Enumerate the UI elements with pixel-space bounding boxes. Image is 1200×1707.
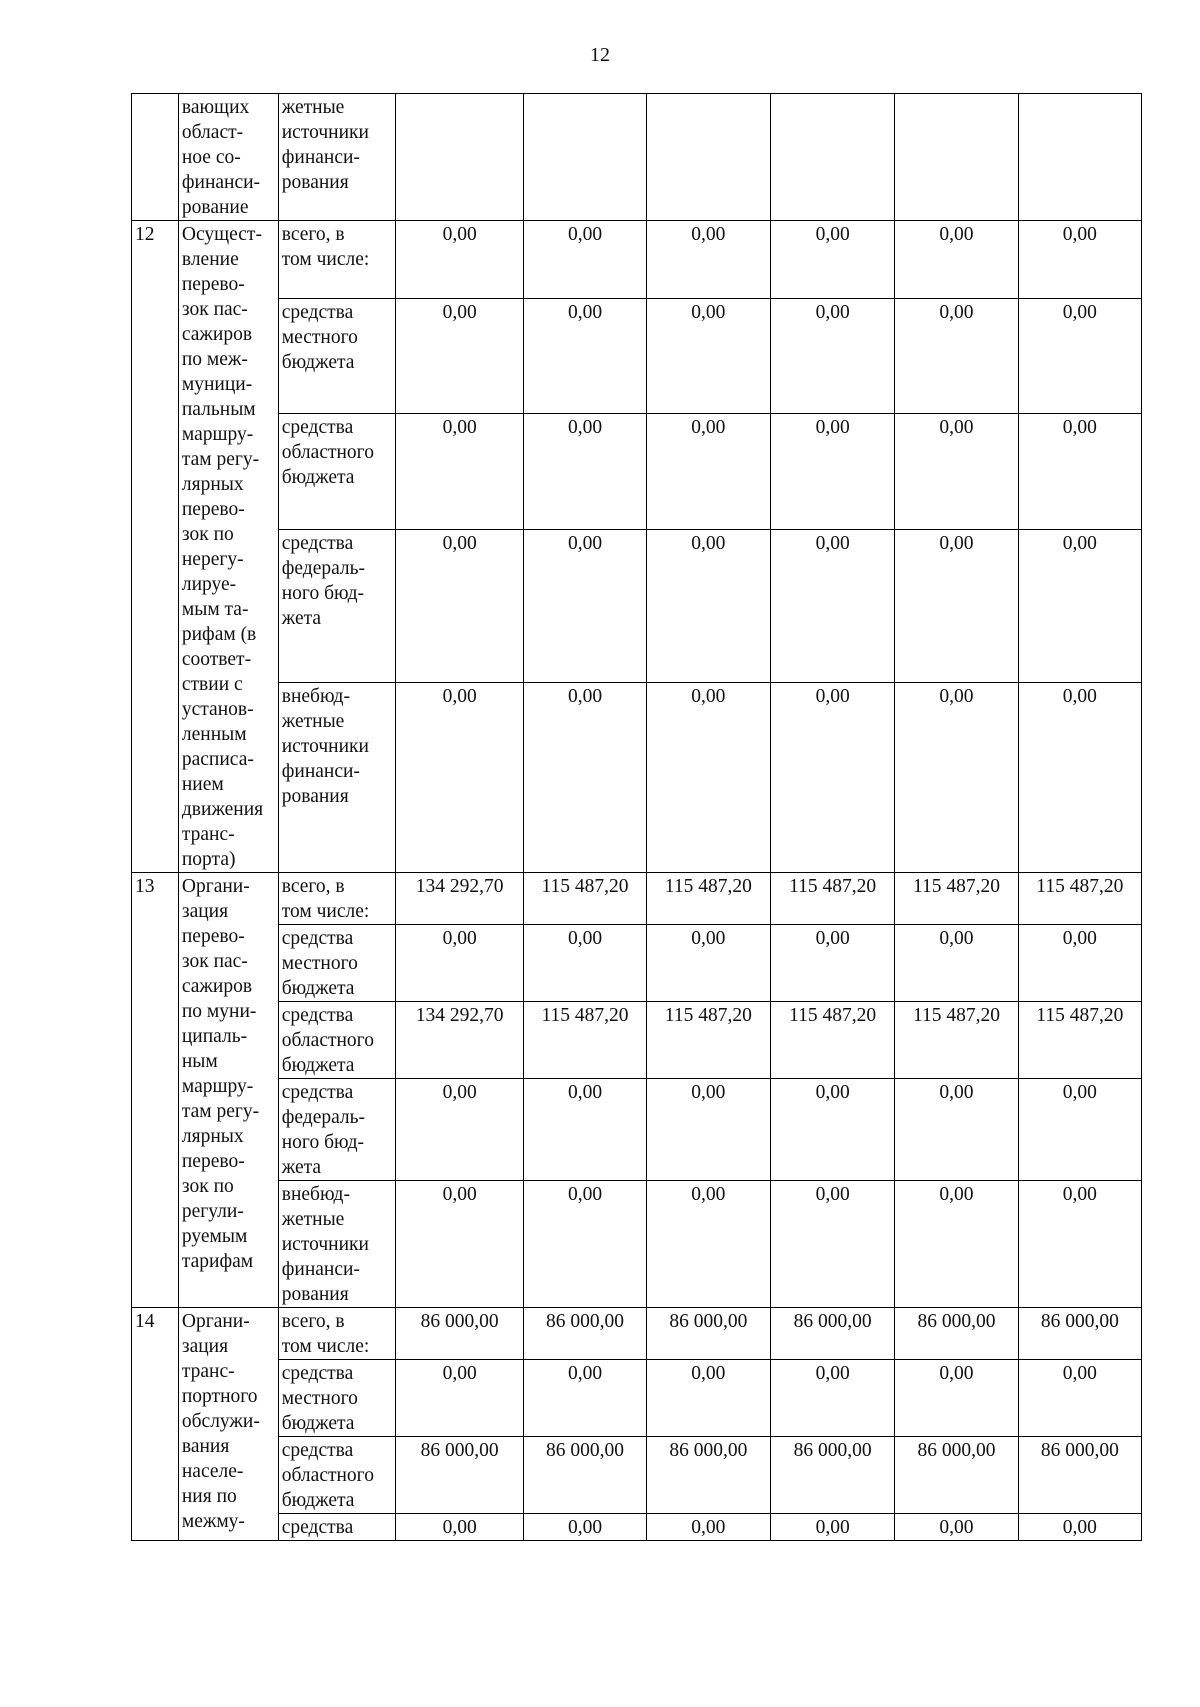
funding-source-label: средства областного бюджета [281, 1005, 374, 1076]
activity-description-cell [178, 94, 278, 221]
amount-cell: 0,00 [524, 221, 646, 299]
funding-source-cell [278, 682, 395, 872]
funding-source-cell [278, 1308, 395, 1360]
amount-cell: 0,00 [646, 925, 770, 1002]
amount-cell [524, 94, 646, 221]
funding-source-label: внебюд- жетные источники финанси- рования [281, 685, 369, 807]
funding-source-cell [278, 94, 395, 221]
amount-cell: 115 487,20 [524, 873, 646, 925]
activity-description-text: Органи- зация транс- портного обслужи- вания населе- ния по межму- [181, 1311, 260, 1532]
amount-cell: 0,00 [646, 1514, 770, 1541]
table-row [132, 925, 1142, 1002]
amount-cell: 86 000,00 [770, 1308, 894, 1360]
amount-cell: 0,00 [395, 1079, 523, 1181]
amount-cell: 0,00 [395, 1181, 523, 1308]
amount-cell: 0,00 [895, 925, 1018, 1002]
amount-cell: 0,00 [646, 221, 770, 299]
amount-cell: 115 487,20 [646, 873, 770, 925]
table-row [132, 1514, 1142, 1541]
table-row [132, 1181, 1142, 1308]
amount-cell: 0,00 [395, 529, 523, 682]
amount-cell: 0,00 [646, 1079, 770, 1181]
amount-cell: 0,00 [395, 1514, 523, 1541]
amount-cell: 0,00 [770, 221, 894, 299]
amount-cell: 0,00 [524, 414, 646, 529]
activity-description-cell [178, 1308, 278, 1541]
amount-cell: 0,00 [395, 221, 523, 299]
amount-cell: 0,00 [524, 529, 646, 682]
amount-cell: 115 487,20 [1018, 1002, 1141, 1079]
amount-cell: 0,00 [524, 682, 646, 872]
amount-cell: 0,00 [524, 1181, 646, 1308]
amount-cell: 86 000,00 [770, 1437, 894, 1514]
funding-source-label: средства федераль- ного бюд- жета [281, 532, 366, 629]
amount-cell: 0,00 [395, 414, 523, 529]
funding-source-label: внебюд- жетные источники финанси- рования [281, 1184, 369, 1305]
amount-cell: 0,00 [524, 1079, 646, 1181]
table-row [132, 414, 1142, 529]
amount-cell: 0,00 [1018, 925, 1141, 1002]
amount-cell: 0,00 [1018, 414, 1141, 529]
amount-cell: 115 487,20 [770, 1002, 894, 1079]
funding-source-cell [278, 298, 395, 413]
amount-cell: 0,00 [895, 221, 1018, 299]
amount-cell: 0,00 [524, 1360, 646, 1437]
amount-cell: 86 000,00 [395, 1308, 523, 1360]
table-row [132, 221, 1142, 299]
amount-cell: 115 487,20 [895, 1002, 1018, 1079]
amount-cell: 86 000,00 [524, 1437, 646, 1514]
amount-cell: 0,00 [646, 1181, 770, 1308]
amount-cell: 0,00 [895, 414, 1018, 529]
amount-cell: 134 292,70 [395, 873, 523, 925]
budget-table [131, 93, 1142, 1541]
amount-cell: 134 292,70 [395, 1002, 523, 1079]
amount-cell [1018, 94, 1141, 221]
row-number-cell: 12 [132, 221, 179, 873]
amount-cell: 0,00 [1018, 682, 1141, 872]
funding-source-cell [278, 1181, 395, 1308]
amount-cell: 0,00 [524, 1514, 646, 1541]
amount-cell: 0,00 [646, 1360, 770, 1437]
amount-cell [646, 94, 770, 221]
amount-cell: 0,00 [1018, 1181, 1141, 1308]
amount-cell [895, 94, 1018, 221]
amount-cell: 0,00 [646, 529, 770, 682]
amount-cell: 0,00 [770, 925, 894, 1002]
amount-cell: 115 487,20 [895, 873, 1018, 925]
amount-cell: 0,00 [1018, 1360, 1141, 1437]
amount-cell: 0,00 [895, 529, 1018, 682]
funding-source-label: средства областного бюджета [281, 1440, 374, 1511]
amount-cell: 115 487,20 [770, 873, 894, 925]
amount-cell: 0,00 [770, 1514, 894, 1541]
amount-cell: 86 000,00 [1018, 1308, 1141, 1360]
amount-cell: 0,00 [646, 298, 770, 413]
funding-source-cell [278, 1437, 395, 1514]
amount-cell: 86 000,00 [646, 1308, 770, 1360]
amount-cell: 0,00 [770, 529, 894, 682]
table-row [132, 1308, 1142, 1360]
row-number-cell [132, 94, 179, 221]
funding-source-cell [278, 221, 395, 299]
activity-description-text: Осущест- вление перево- зок пас- сажиров по меж- муници- пальным маршру- там регу- лярных перево- зок по нерегу- лируе- мым та- рифам (в соответ- ствии с установ- ленным расписа- нием движения транс- порта) [181, 224, 264, 870]
amount-cell: 0,00 [524, 925, 646, 1002]
funding-source-cell [278, 873, 395, 925]
amount-cell: 0,00 [395, 1360, 523, 1437]
funding-source-label: средства областного бюджета [281, 417, 374, 489]
amount-cell: 115 487,20 [646, 1002, 770, 1079]
amount-cell: 86 000,00 [895, 1308, 1018, 1360]
amount-cell: 0,00 [1018, 298, 1141, 413]
amount-cell: 0,00 [1018, 1079, 1141, 1181]
amount-cell: 115 487,20 [1018, 873, 1141, 925]
amount-cell: 0,00 [895, 298, 1018, 413]
table-row [132, 1360, 1142, 1437]
activity-description-text: вающих област- ное со- финанси- рование [181, 97, 261, 218]
funding-source-cell [278, 925, 395, 1002]
amount-cell: 86 000,00 [395, 1437, 523, 1514]
amount-cell: 0,00 [895, 1360, 1018, 1437]
amount-cell [395, 94, 523, 221]
table-row [132, 1437, 1142, 1514]
amount-cell: 0,00 [395, 298, 523, 413]
table-row [132, 529, 1142, 682]
amount-cell: 0,00 [895, 1079, 1018, 1181]
amount-cell: 0,00 [895, 1514, 1018, 1541]
amount-cell: 86 000,00 [524, 1308, 646, 1360]
funding-source-label: средства [281, 1517, 354, 1538]
funding-source-label: всего, в том числе: [281, 1311, 370, 1357]
funding-source-cell [278, 414, 395, 529]
funding-source-label: всего, в том числе: [281, 876, 370, 922]
amount-cell: 0,00 [524, 298, 646, 413]
table-row [132, 1079, 1142, 1181]
funding-source-label: жетные источники финанси- рования [281, 97, 369, 193]
amount-cell: 0,00 [395, 925, 523, 1002]
funding-source-label: средства местного бюджета [281, 301, 358, 373]
amount-cell: 86 000,00 [895, 1437, 1018, 1514]
amount-cell: 0,00 [770, 298, 894, 413]
funding-source-label: средства местного бюджета [281, 1363, 358, 1434]
amount-cell: 0,00 [770, 1360, 894, 1437]
table-row [132, 298, 1142, 413]
amount-cell: 0,00 [1018, 529, 1141, 682]
funding-source-cell [278, 1002, 395, 1079]
table-row [132, 1002, 1142, 1079]
amount-cell: 0,00 [770, 682, 894, 872]
row-number-cell: 14 [132, 1308, 179, 1541]
activity-description-cell [178, 873, 278, 1308]
funding-source-cell [278, 1079, 395, 1181]
amount-cell: 0,00 [1018, 221, 1141, 299]
amount-cell: 0,00 [770, 1181, 894, 1308]
funding-source-label: средства местного бюджета [281, 928, 358, 999]
page-number: 12 [590, 44, 610, 66]
amount-cell: 86 000,00 [1018, 1437, 1141, 1514]
funding-source-cell [278, 1360, 395, 1437]
activity-description-cell [178, 221, 278, 873]
amount-cell: 0,00 [895, 682, 1018, 872]
amount-cell [770, 94, 894, 221]
amount-cell: 0,00 [1018, 1514, 1141, 1541]
amount-cell: 115 487,20 [524, 1002, 646, 1079]
amount-cell: 0,00 [646, 682, 770, 872]
table-row [132, 94, 1142, 221]
funding-source-cell [278, 529, 395, 682]
amount-cell: 0,00 [646, 414, 770, 529]
table-row [132, 682, 1142, 872]
amount-cell: 0,00 [770, 414, 894, 529]
row-number-cell: 13 [132, 873, 179, 1308]
activity-description-text: Органи- зация перево- зок пас- сажиров по муни- ципаль- ным маршру- там регу- лярных перево- зок по регули- руемым тарифам [181, 876, 260, 1272]
table-row [132, 873, 1142, 925]
funding-source-label: средства федераль- ного бюд- жета [281, 1082, 366, 1178]
amount-cell: 0,00 [770, 1079, 894, 1181]
funding-source-cell [278, 1514, 395, 1541]
funding-source-label: всего, в том числе: [281, 224, 370, 270]
amount-cell: 86 000,00 [646, 1437, 770, 1514]
amount-cell: 0,00 [895, 1181, 1018, 1308]
amount-cell: 0,00 [395, 682, 523, 872]
